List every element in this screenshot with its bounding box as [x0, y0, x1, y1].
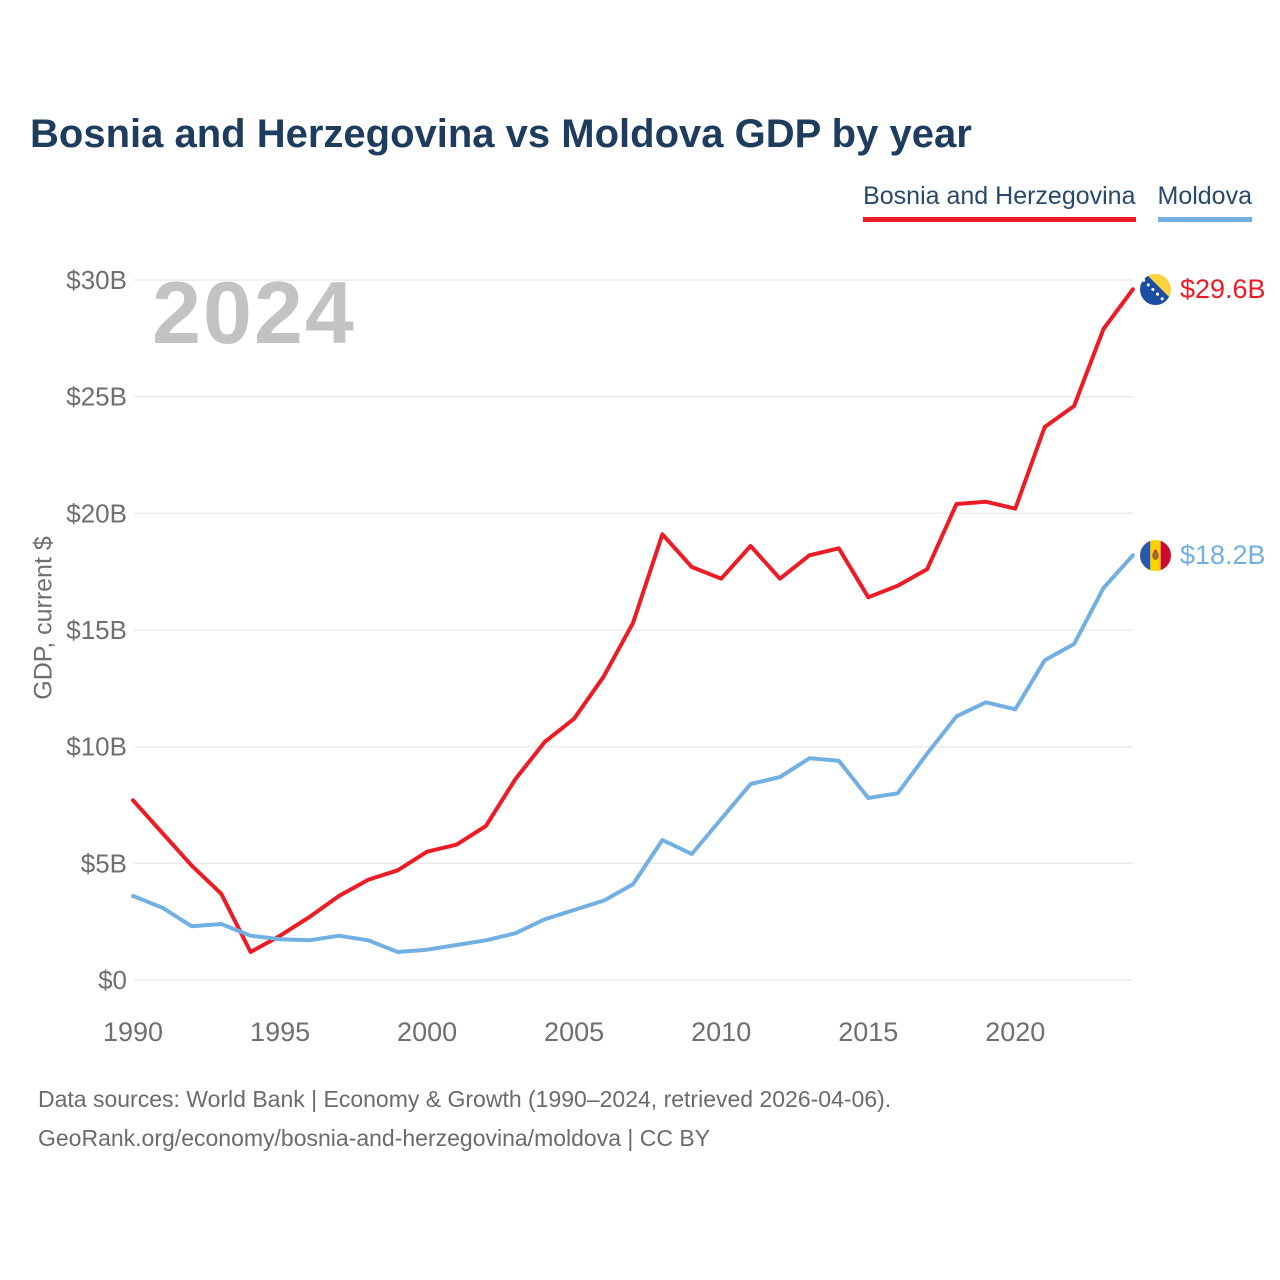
x-tick-label: 2005 [544, 1017, 605, 1047]
y-tick-label: $5B [80, 848, 127, 879]
endpoint-bosnia-and-herzegovina [1139, 273, 1266, 306]
moldova-flag-icon [1139, 539, 1172, 572]
footer-sources-line: Data sources: World Bank | Economy & Growth (1990–2024, retrieved 2026-04-06). [38, 1086, 892, 1112]
y-tick-label: $30B [66, 265, 127, 295]
series-line-bosnia-and-herzegovina[interactable] [133, 289, 1133, 952]
chart-watermark-year: 2024 [152, 263, 356, 362]
end-value-label: $18.2B [1179, 539, 1266, 570]
x-tick-label: 1990 [102, 1017, 164, 1047]
x-tick-label: 2020 [985, 1017, 1046, 1047]
y-tick-label: $20B [66, 498, 127, 529]
x-axis-ticks [103, 1017, 1045, 1047]
legend-label: Moldova [1157, 182, 1252, 210]
legend-label: Bosnia and Herzegovina [863, 182, 1136, 210]
page-title: Bosnia and Herzegovina vs Moldova GDP by year [30, 112, 972, 156]
gridlines [134, 280, 1133, 980]
x-tick-label: 2010 [691, 1017, 752, 1047]
endpoint-moldova [1139, 539, 1266, 572]
y-tick-label: $25B [66, 381, 127, 412]
y-tick-label: $10B [66, 731, 127, 762]
x-tick-label: 2000 [397, 1017, 458, 1047]
y-tick-label: $15B [66, 615, 127, 645]
y-axis-title: GDP, current $ [29, 536, 58, 700]
footer-url-line: GeoRank.org/economy/bosnia-and-herzegovina/moldova | CC BY [38, 1125, 711, 1151]
bosnia-and-herzegovina-flag-icon [1139, 273, 1172, 306]
end-value-label: $29.6B [1179, 273, 1266, 304]
x-tick-label: 1995 [250, 1017, 311, 1047]
y-tick-label: $0 [98, 965, 127, 995]
series-line-moldova[interactable] [133, 555, 1133, 952]
x-tick-label: 2015 [838, 1017, 899, 1047]
footer [38, 1080, 891, 1158]
y-axis-ticks [66, 265, 127, 995]
